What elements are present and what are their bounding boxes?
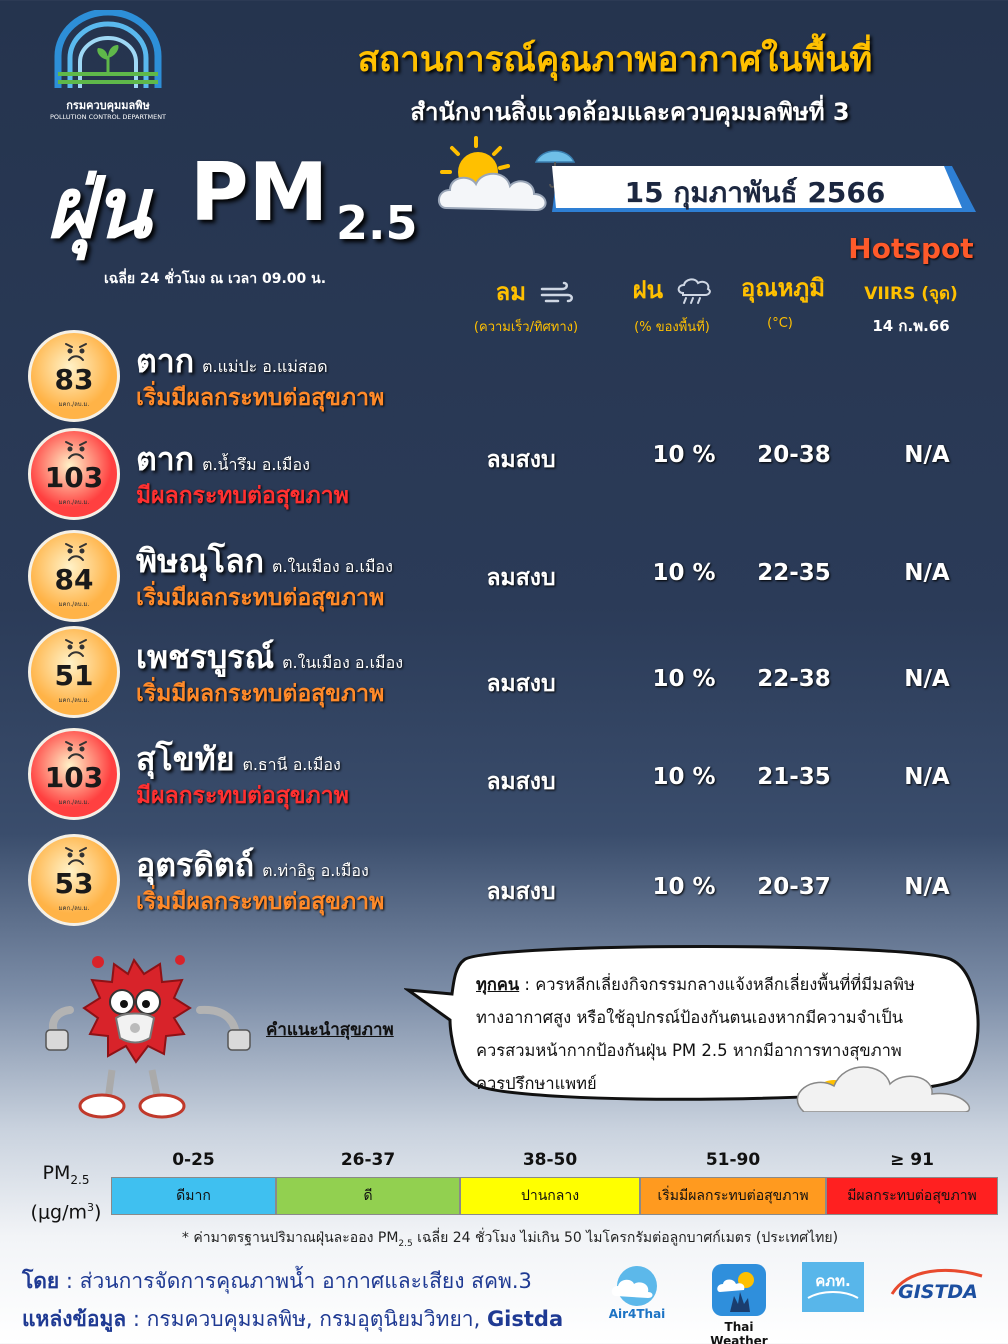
advice-audience: ทุกคน (476, 975, 520, 994)
aqi-circle (28, 728, 120, 820)
location-label: ต.น้ำรึม อ.เมือง (202, 455, 310, 474)
report-date: 15 กุมภาพันธ์ 2566 (624, 176, 886, 209)
rain-value: 10 % (652, 764, 716, 790)
table-row (0, 626, 1008, 726)
hotspot-value: N/A (904, 560, 950, 586)
rain-value: 10 % (652, 874, 716, 900)
pm-label: PM (190, 146, 329, 239)
aqi-unit: มคก./ลบ.ม. (58, 905, 90, 912)
logo-thai-name: กรมควบคุมมลพิษ (66, 99, 150, 112)
rain-value: 10 % (652, 442, 716, 468)
unit-mu: (μg/m (30, 1201, 88, 1224)
province-label: ตาก (136, 342, 195, 380)
std-note-sub: 2.5 (398, 1238, 413, 1249)
province-label: สุโขทัย (136, 740, 235, 778)
scale-band: ดีมาก (111, 1177, 276, 1215)
aqi-circle (28, 834, 120, 926)
wind-header (470, 272, 600, 311)
health-status: เริ่มมีผลกระทบต่อสุขภาพ (136, 889, 385, 915)
health-advice-label: คำแนะนำสุขภาพ (266, 1020, 394, 1040)
aqi-circle (28, 330, 120, 422)
gistda-logo (888, 1262, 988, 1308)
unit-pm: PM (42, 1162, 71, 1184)
wind-value: ลมสงบ (486, 879, 556, 905)
gistda-logo-text: GISTDA (898, 1281, 978, 1303)
scale-range-label: 51-90 (705, 1150, 761, 1170)
advice-line-3: ควรสวมหน้ากากป้องกันฝุ่น PM 2.5 หากมีอาการทางสุขภาพ (476, 1041, 902, 1060)
pollution-control-logo (52, 10, 164, 90)
standard-note (80, 1227, 940, 1249)
table-row (0, 530, 1008, 630)
province-label: เพชรบูรณ์ (136, 638, 275, 676)
std-note-prefix: * ค่ามาตรฐานปริมาณฝุ่นละออง PM (181, 1230, 399, 1246)
credit-by (22, 1265, 532, 1298)
thai-weather-logo (710, 1262, 768, 1318)
location-label: ต.ในเมือง อ.เมือง (282, 653, 404, 672)
rain-header (612, 270, 732, 309)
aqi-value: 51 (54, 659, 94, 692)
pm-word-thai: ฝุ่น (46, 159, 149, 257)
temperature-value: 20-38 (757, 442, 831, 468)
advice-line-2: ทางอากาศสูง หรือใช้อุปกรณ์ป้องกันตนเองหากมีความจำเป็น (476, 1008, 904, 1027)
health-status: มีผลกระทบต่อสุขภาพ (136, 483, 349, 509)
aqi-unit: มคก./ลบ.ม. (58, 799, 90, 806)
health-status: เริ่มมีผลกระทบต่อสุขภาพ (136, 585, 385, 611)
scale-range-label: 0-25 (172, 1150, 215, 1170)
aqi-unit: มคก./ลบ.ม. (58, 601, 90, 608)
scale-range-label: 26-37 (340, 1150, 396, 1170)
aqi-value: 103 (44, 461, 104, 494)
page-title: สถานการณ์คุณภาพอากาศในพื้นที่ (357, 40, 873, 80)
aqi-value: 103 (44, 761, 104, 794)
aqi-value: 83 (54, 363, 94, 396)
std-note-suffix: เฉลี่ย 24 ชั่วโมง ไม่เกิน 50 ไมโครกรัมต่อลูกบาศก์เมตร (ประเทศไทย) (412, 1230, 839, 1246)
wind-value: ลมสงบ (486, 565, 556, 591)
rain-value: 10 % (652, 560, 716, 586)
wind-header-label: ลม (495, 278, 527, 306)
province-label: พิษณุโลก (136, 542, 265, 580)
hotspot-value: N/A (904, 764, 950, 790)
location-label: ต.ในเมือง อ.เมือง (272, 557, 393, 576)
scale-band: เริ่มมีผลกระทบต่อสุขภาพ (640, 1177, 826, 1215)
air4thai-logo (596, 1262, 678, 1324)
hotspot-date: 14 ก.พ.66 (872, 317, 950, 335)
hotspot-value: N/A (904, 874, 950, 900)
logo-english-name: POLLUTION CONTROL DEPARTMENT (49, 113, 167, 121)
aqi-value: 53 (54, 867, 94, 900)
pm-mascot-thumbs-down-icon (40, 952, 260, 1122)
wind-subheader: (ความเร็ว/ทิศทาง) (473, 320, 579, 335)
province-label: ตาก (136, 440, 195, 478)
scale-range-label: 38-50 (522, 1150, 578, 1170)
hotspot-viirs-label: VIIRS (จุด) (864, 284, 958, 304)
credit-source-text: : กรมควบคุมมลพิษ, กรมอุตุนิยมวิทยา, (126, 1307, 487, 1331)
hotspot-value: N/A (904, 442, 950, 468)
credit-source-gistda: Gistda (486, 1307, 564, 1331)
rain-header-label: ฝน (632, 276, 664, 304)
table-row (0, 330, 1008, 430)
rain-subheader: (% ของพื้นที่) (634, 320, 710, 335)
wind-value: ลมสงบ (486, 447, 556, 473)
rain-value: 10 % (652, 666, 716, 692)
location-label: ต.แม่ปะ อ.แม่สอด (202, 357, 328, 376)
aqi-unit: มคก./ลบ.ม. (58, 697, 90, 704)
kpt-logo (802, 1262, 864, 1312)
temperature-value: 20-37 (757, 874, 831, 900)
sad-face-icon (61, 637, 91, 659)
pm-unit-label (22, 1160, 110, 1226)
wind-icon (540, 281, 574, 305)
aqi-value: 84 (54, 563, 94, 596)
temperature-value: 21-35 (757, 764, 831, 790)
temperature-header: อุณหภูมิ (740, 274, 826, 302)
aqi-unit: มคก./ลบ.ม. (58, 401, 90, 408)
temperature-subheader: (°C) (767, 316, 793, 331)
temperature-value: 22-35 (757, 560, 831, 586)
unit-pm-sub: 2.5 (70, 1172, 90, 1187)
province-label: อุตรดิตถ์ (136, 846, 255, 884)
unit-close: ) (94, 1201, 102, 1224)
page-subtitle: สำนักงานสิ่งแวดล้อมและควบคุมมลพิษที่ 3 (410, 98, 850, 126)
health-status: เริ่มมีผลกระทบต่อสุขภาพ (136, 681, 385, 707)
average-time-note: เฉลี่ย 24 ชั่วโมง ณ เวลา 09.00 น. (104, 271, 327, 287)
scale-range-label: ≥ 91 (890, 1150, 934, 1170)
unit-sup: 3 (87, 1200, 95, 1214)
aqi-circle (28, 530, 120, 622)
thai-weather-label: Thai Weather (710, 1320, 768, 1344)
rain-cloud-icon (677, 277, 711, 305)
pm-subscript: 2.5 (336, 196, 418, 250)
aqi-unit: มคก./ลบ.ม. (58, 499, 90, 506)
credit-by-label: โดย (22, 1269, 60, 1293)
credit-source-label: แหล่งข้อมูล (22, 1307, 127, 1331)
wind-value: ลมสงบ (486, 769, 556, 795)
temperature-value: 22-38 (757, 666, 831, 692)
location-label: ต.ธานี อ.เมือง (242, 755, 341, 774)
health-status: เริ่มมีผลกระทบต่อสุขภาพ (136, 385, 385, 411)
sad-face-icon (61, 541, 91, 563)
aqi-circle (28, 428, 120, 520)
scale-band: ปานกลาง (460, 1177, 640, 1215)
health-status: มีผลกระทบต่อสุขภาพ (136, 783, 349, 809)
table-row (0, 834, 1008, 934)
sad-face-icon (61, 439, 91, 461)
advice-line-4: ควรปรึกษาแพทย์ (476, 1074, 597, 1093)
credit-source (22, 1303, 563, 1336)
kpt-logo-text: คภท. (815, 1272, 851, 1290)
scale-band: มีผลกระทบต่อสุขภาพ (826, 1177, 998, 1215)
aqi-circle (28, 626, 120, 718)
table-row (0, 728, 1008, 828)
air4thai-logo-text: Air4Thai (608, 1307, 666, 1321)
table-row (0, 428, 1008, 528)
advice-line-1: : ควรหลีกเลี่ยงกิจกรรมกลางแจ้งหลีกเลี่ยงพื้นที่ที่มีมลพิษ (519, 975, 915, 994)
wind-value: ลมสงบ (486, 671, 556, 697)
sad-face-icon (61, 341, 91, 363)
advice-text (476, 968, 976, 1100)
sad-face-icon (61, 845, 91, 867)
credit-by-text: : ส่วนการจัดการคุณภาพน้ำ อากาศและเสียง สคพ.3 (59, 1269, 532, 1293)
hotspot-header: Hotspot (848, 232, 974, 265)
sad-face-icon (61, 739, 91, 761)
scale-band: ดี (276, 1177, 460, 1215)
location-label: ต.ท่าอิฐ อ.เมือง (262, 861, 369, 880)
hotspot-value: N/A (904, 666, 950, 692)
